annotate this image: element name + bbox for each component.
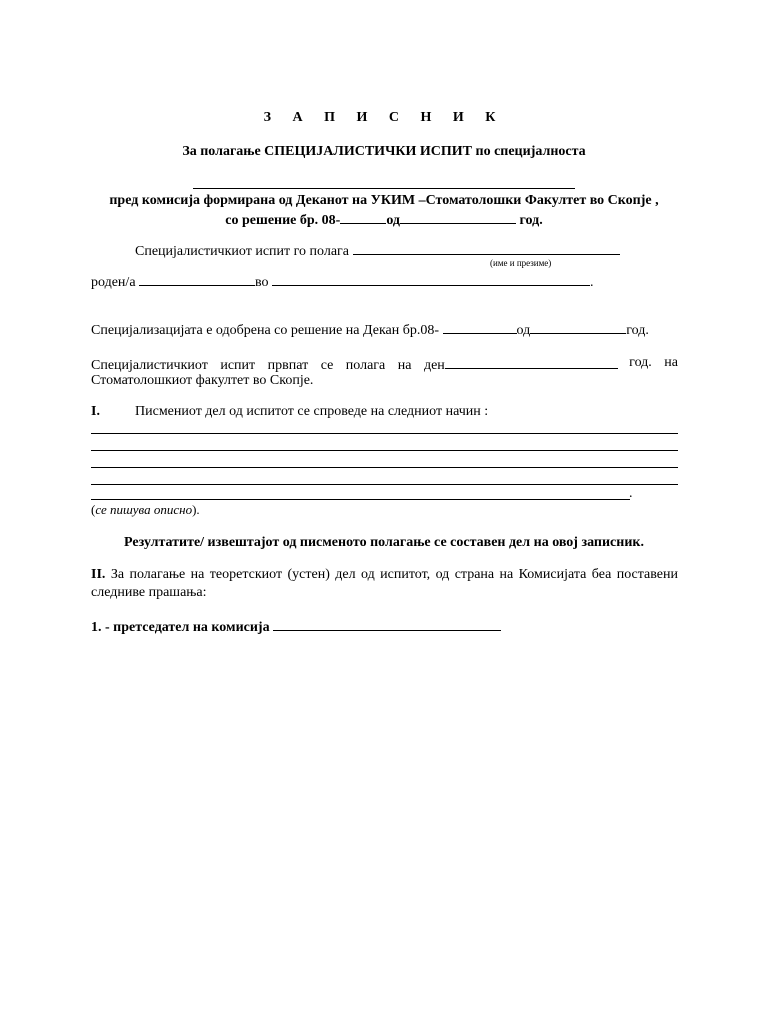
first-time-god: год. на <box>629 355 678 370</box>
approved-line <box>91 320 649 339</box>
born-line <box>91 272 594 291</box>
document-subtitle: За полагање СПЕЦИЈАЛИСТИЧКИ ИСПИТ по специјалноста <box>182 144 586 159</box>
born-label: роден/а <box>91 275 136 290</box>
section-2-text: За полагање на теоретскиот (устен) дел од испитот, од страна на Комисијата беа поставени следниве прашања: <box>91 567 678 600</box>
birth-place-blank[interactable] <box>272 272 590 286</box>
section-1-number: I. <box>91 404 100 419</box>
section-1-heading <box>91 404 100 420</box>
first-time-line2: Стоматолошкиот факултет во Скопје. <box>91 373 314 388</box>
born-end: . <box>590 275 594 290</box>
description-line-2[interactable] <box>91 450 678 451</box>
name-note: (име и презиме) <box>490 258 552 268</box>
chair-line <box>91 617 501 636</box>
decision-god: год. <box>519 213 543 228</box>
decision-line <box>0 210 768 230</box>
description-paren-open: ( <box>91 502 96 517</box>
decision-number-blank[interactable] <box>340 210 386 224</box>
first-time-date-blank[interactable] <box>445 355 618 369</box>
decision-od: од <box>386 213 401 228</box>
first-time-label: Специјалистичкиот испит првпат се полага на ден <box>91 358 445 373</box>
section-2-paragraph <box>91 566 678 602</box>
decision-date-blank[interactable] <box>400 210 516 224</box>
document-title: З А П И С Н И К <box>263 110 505 125</box>
section-2-number: II. <box>91 567 106 582</box>
birth-date-blank[interactable] <box>139 272 255 286</box>
description-line-3[interactable] <box>91 467 678 468</box>
exam-taker-label: Специјалистичкиот испит го полага <box>135 244 349 259</box>
description-line-1[interactable] <box>91 433 678 434</box>
first-time-line <box>91 355 678 374</box>
description-end-dot: . <box>629 486 633 501</box>
approved-number-blank[interactable] <box>443 320 517 334</box>
committee-block <box>0 192 768 230</box>
approved-label: Специјализацијата е одобрена со решение на Декан бр.08- <box>91 323 440 338</box>
decision-prefix: со решение бр. 08- <box>225 213 341 228</box>
description-note-text: се пишува описно <box>95 502 193 517</box>
committee-line: пред комисија формирана од Деканот на УКИМ –Стоматолошки Факултет во Скопје , <box>109 193 659 208</box>
description-line-4[interactable] <box>91 484 678 485</box>
approved-od: од <box>516 323 531 338</box>
section-1-text: Писмениот дел од испитот се спроведе на следниот начин : <box>135 404 489 419</box>
born-in-label: во <box>255 275 269 290</box>
exam-taker-name-blank[interactable] <box>353 241 620 255</box>
chair-name-blank[interactable] <box>273 617 501 631</box>
description-paren-close: ). <box>192 502 200 517</box>
approved-date-blank[interactable] <box>530 320 626 334</box>
specialty-blank[interactable] <box>193 174 575 189</box>
approved-god: год. <box>626 323 649 338</box>
description-line-5[interactable] <box>91 499 630 500</box>
description-note <box>91 502 200 518</box>
chair-label: 1. - претседател на комисија <box>91 620 270 635</box>
results-statement: Резултатите/ извештајот од писменото полагање се составен дел на овој записник. <box>124 535 644 550</box>
